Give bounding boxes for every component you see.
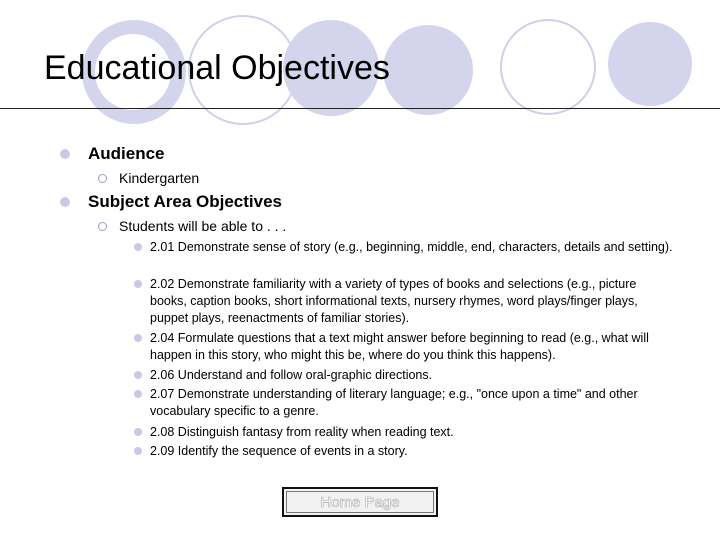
objective-item <box>134 276 674 327</box>
outline-subitem <box>98 218 286 234</box>
decor-circle <box>501 20 595 114</box>
objective-item <box>134 424 674 441</box>
bullet-icon <box>134 280 142 288</box>
objective-text: 2.06 Understand and follow oral-graphic directions. <box>150 368 433 382</box>
bullet-icon <box>134 243 142 251</box>
bullet-icon <box>60 197 70 207</box>
outline-subitem <box>98 170 199 186</box>
decor-circle <box>383 25 473 115</box>
decor-circle <box>608 22 692 106</box>
audience-item: Kindergarten <box>119 170 200 186</box>
objective-item <box>134 386 674 420</box>
bullet-icon <box>134 334 142 342</box>
bullet-icon <box>134 371 142 379</box>
objective-item <box>134 239 674 256</box>
outline-item-subject <box>60 192 282 212</box>
objective-item <box>134 443 674 460</box>
objective-text: 2.01 Demonstrate sense of story (e.g., beginning, middle, end, characters, details and setting). <box>150 240 673 254</box>
subject-label: Subject Area Objectives <box>88 192 283 211</box>
bullet-icon <box>134 428 142 436</box>
objective-item <box>134 367 674 384</box>
title-divider <box>0 108 720 109</box>
audience-label: Audience <box>88 144 165 163</box>
objective-text: 2.02 Demonstrate familiarity with a variety of types of books and selections (e.g., picture books, caption books, short informational texts, nursery rhymes, word plays/finger plays, puppet plays, reenactments of familiar stories). <box>150 277 638 325</box>
bullet-icon <box>60 149 70 159</box>
home-page-label: Home Page <box>320 493 400 511</box>
subject-intro: Students will be able to . . . <box>119 218 287 234</box>
objective-text: 2.08 Distinguish fantasy from reality when reading text. <box>150 425 454 439</box>
home-page-button[interactable] <box>282 487 438 517</box>
ring-bullet-icon <box>98 222 107 231</box>
bullet-icon <box>134 447 142 455</box>
objective-text: 2.07 Demonstrate understanding of literary language; e.g., "once upon a time" and other vocabulary specific to a genre. <box>150 387 638 418</box>
bullet-icon <box>134 390 142 398</box>
outline-item-audience <box>60 144 165 164</box>
ring-bullet-icon <box>98 174 107 183</box>
objective-text: 2.04 Formulate questions that a text might answer before beginning to read (e.g., what will happen in this story, who might this be, where do you think this happens). <box>150 331 649 362</box>
objective-text: 2.09 Identify the sequence of events in a story. <box>150 444 408 458</box>
slide-title: Educational Objectives <box>44 49 390 87</box>
objective-item <box>134 330 674 364</box>
